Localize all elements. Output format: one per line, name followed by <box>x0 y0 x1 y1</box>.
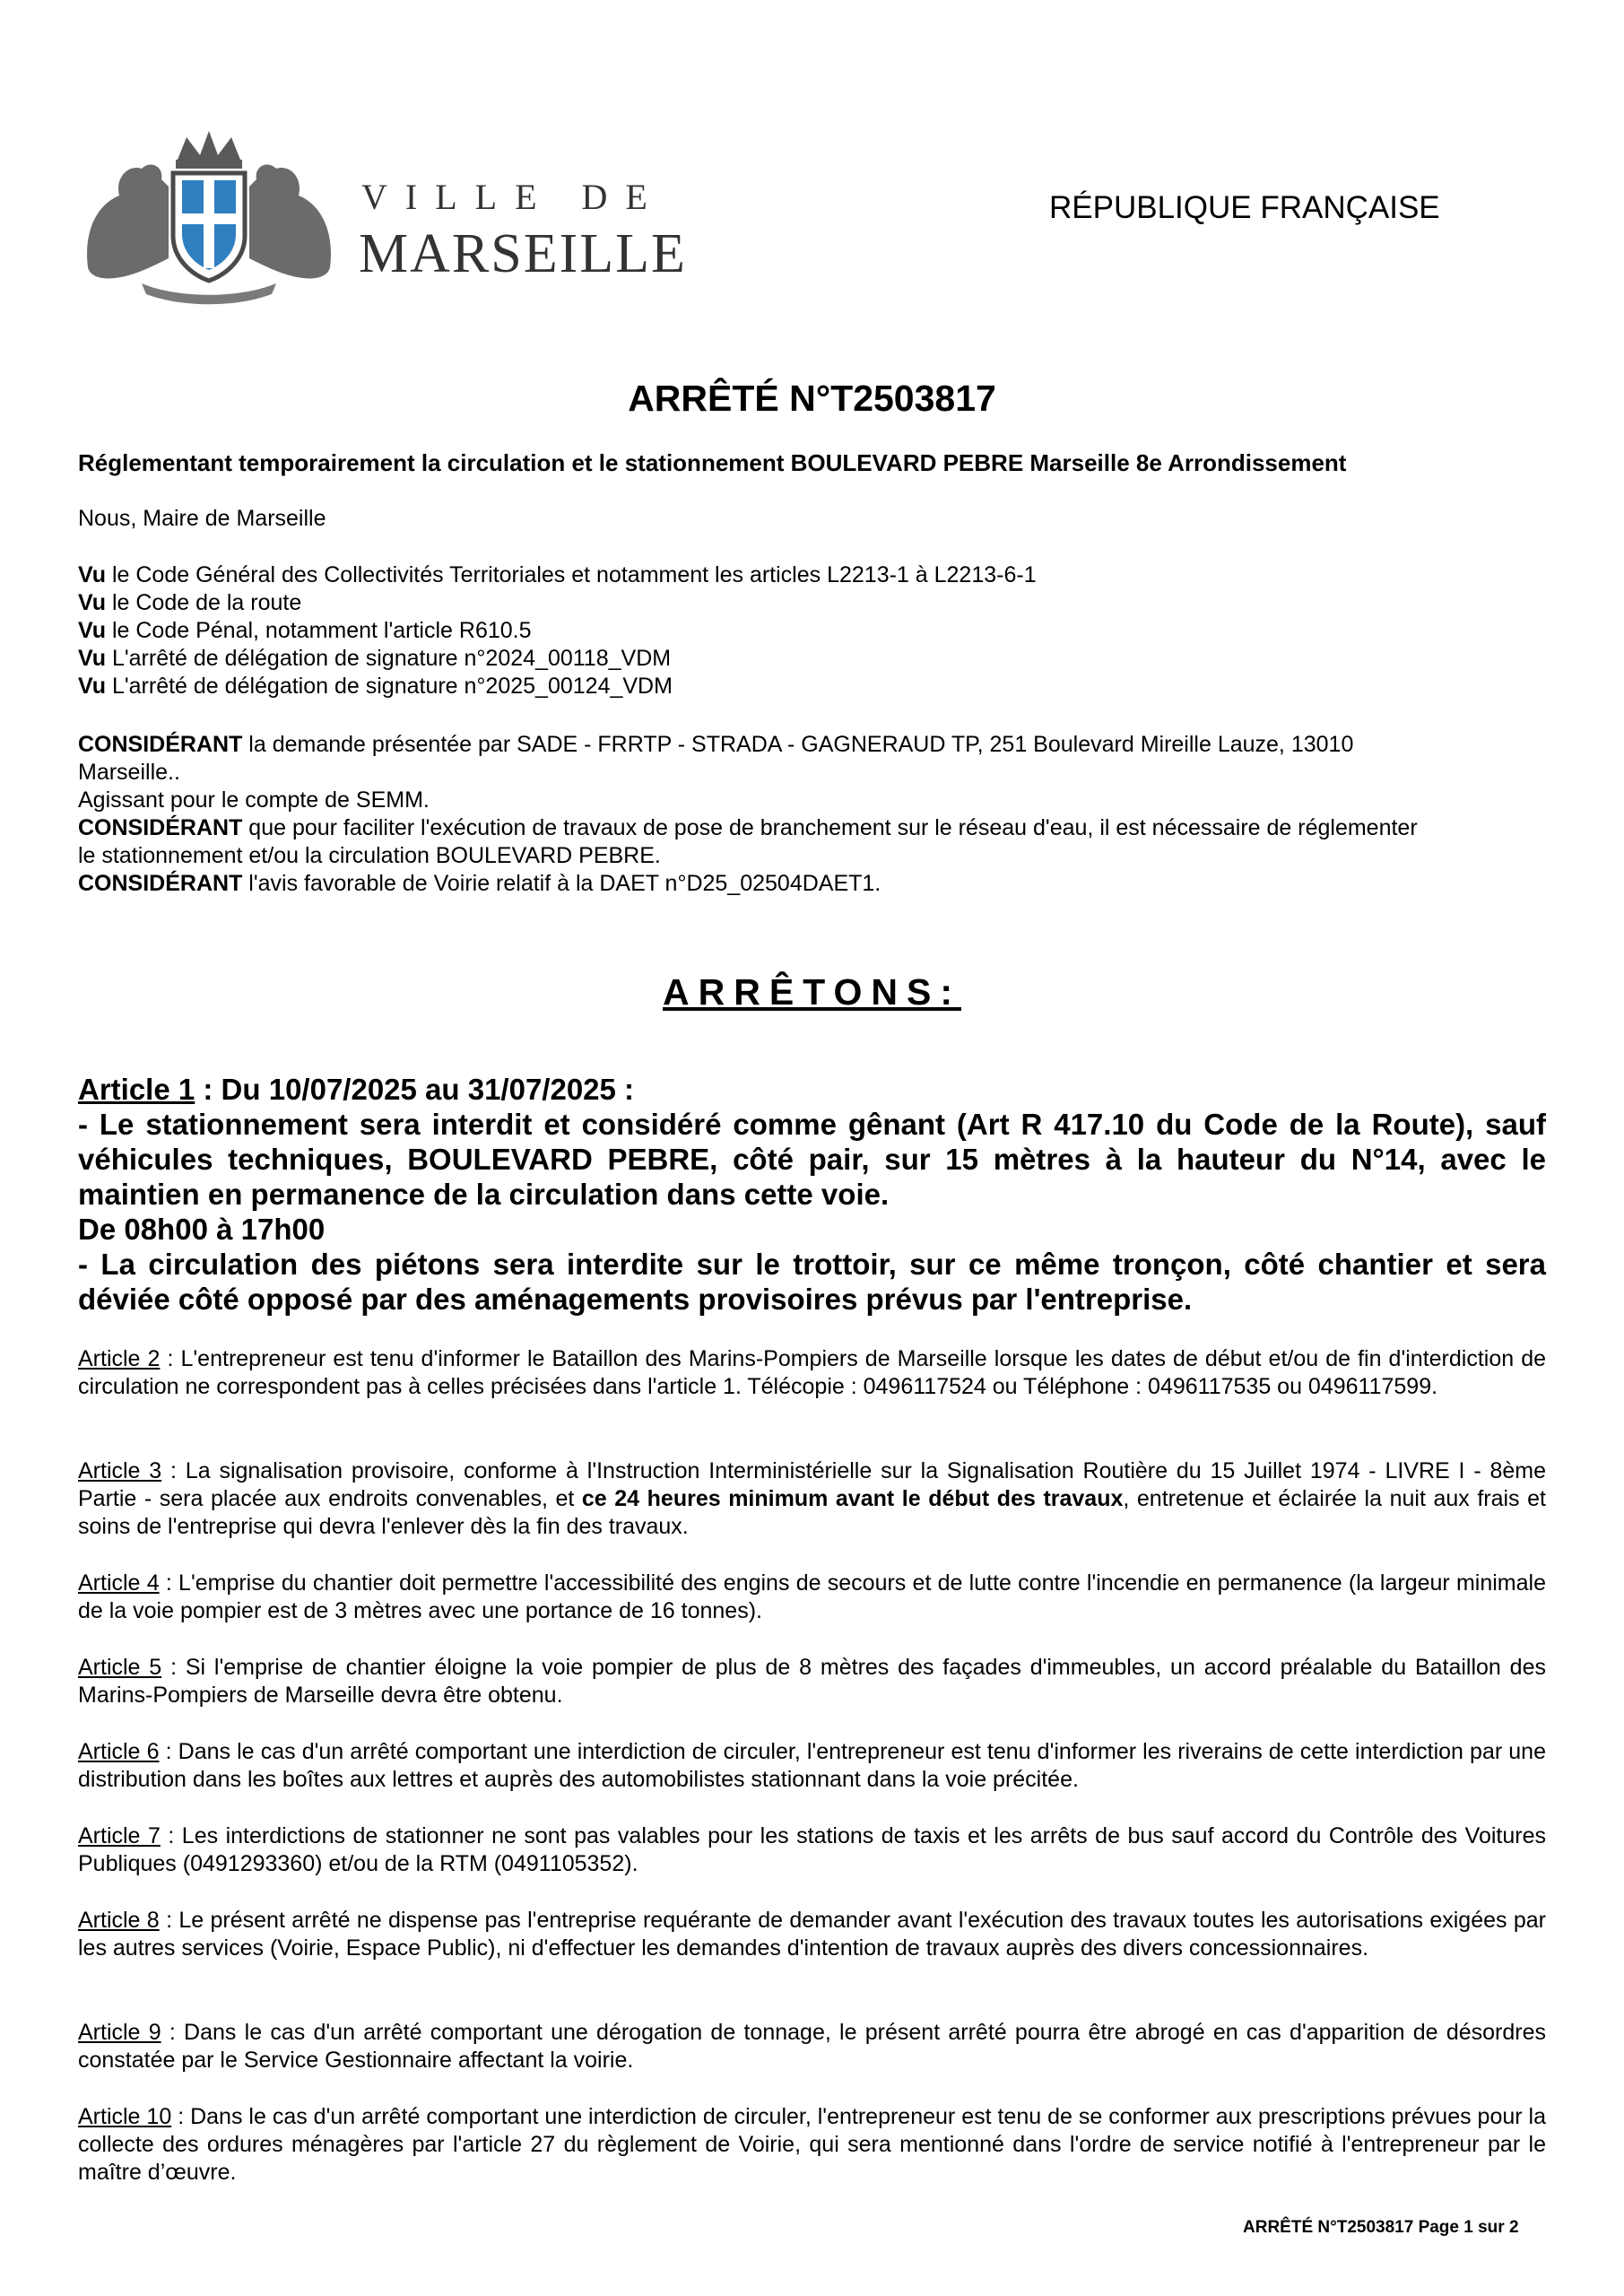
article-4: Article 4 : L'emprise du chantier doit permettre l'accessibilité des engins de secours et de lutte contre l'incendie en permanence (la largeur minimale de la voie pompier est de 3 mètres avec une portance de 16 tonnes). <box>78 1570 1546 1623</box>
intro-paragraph: Nous, Maire de Marseille <box>78 506 326 531</box>
vu-item: Vu le Code Général des Collectivités Territoriales et notamment les articles L2213-1 à L2213-6-1 <box>78 562 1037 587</box>
considerant-2-cont: le stationnement et/ou la circulation BOULEVARD PEBRE. <box>78 843 661 868</box>
article-5: Article 5 : Si l'emprise de chantier éloigne la voie pompier de plus de 8 mètres des façades d'immeubles, un accord préalable du Bataillon des Marins-Pompiers de Marseille devra être obtenu. <box>78 1655 1546 1708</box>
page-title: ARRÊTÉ N°T2503817 <box>628 378 996 419</box>
article-3: Article 3 : La signalisation provisoire, conforme à l'Instruction Interministérielle sur la Signalisation Routière du 15 Juillet 1974 - LIVRE I - 8ème Partie - sera placée aux endroits convenables, et ce 24 heures minimum avant le début des travaux, entretenue et éclairée la nuit aux frais et soins de l'entreprise qui devra l'enlever dès la fin des travaux. <box>78 1458 1547 1539</box>
page-footer: ARRÊTÉ N°T2503817 Page 1 sur 2 <box>1243 2218 1519 2237</box>
document-subtitle: Réglementant temporairement la circulation et le stationnement BOULEVARD PEBRE Marseille 8e Arrondissement <box>78 449 1347 476</box>
article-10: Article 10 : Dans le cas d'un arrêté comportant une interdiction de circuler, l'entrepreneur est tenu de se conformer aux prescriptions prévues pour la collecte des ordures ménagères par l'article 27 du règlement de Voirie, qui sera mentionné dans l'ordre de service notifié à l'entrepreneur par le maître d’œuvre. <box>78 2104 1546 2185</box>
vu-item: Vu le Code de la route <box>78 590 302 615</box>
article-1-parking: - Le stationnement sera interdit et considéré comme gênant (Art R 417.10 du Code de la Route), sauf véhicules techniques, BOULEVARD PEBRE, côté pair, sur 15 mètres à la hauteur du N°14, avec le maintien en permanence de la circulation dans cette voie. <box>78 1108 1546 1211</box>
arretons-heading: ARRÊTONS: <box>663 971 961 1013</box>
considerant-1: CONSIDÉRANT la demande présentée par SADE - FRRTP - STRADA - GAGNERAUD TP, 251 Boulevard Mireille Lauze, 13010 <box>78 732 1354 757</box>
ville-de-marseille-logo <box>79 124 687 308</box>
agissant-line: Agissant pour le compte de SEMM. <box>78 787 430 813</box>
article-1-pedestrians: - La circulation des piétons sera interdite sur le trottoir, sur ce même tronçon, côté chantier et sera déviée côté opposé par des aménagements provisoires prévus par l'entreprise. <box>78 1248 1546 1316</box>
article-1 <box>78 1072 1546 1317</box>
article-9: Article 9 : Dans le cas d'un arrêté comportant une dérogation de tonnage, le présent arrêté pourra être abrogé en cas d'apparition de désordres constatée par le Service Gestionnaire affectant la voirie. <box>78 2020 1546 2073</box>
vu-item: Vu L'arrêté de délégation de signature n°2025_00124_VDM <box>78 674 673 699</box>
vu-list <box>78 561 1546 700</box>
article-2: Article 2 : L'entrepreneur est tenu d'informer le Bataillon des Marins-Pompiers de Marseille lorsque les dates de début et/ou de fin d'interdiction de circulation ne correspondent pas à celles précisées dans l'article 1. Télécopie : 0496117524 ou Téléphone : 0496117535 ou 0496117599. <box>78 1346 1547 1399</box>
logo-line-2: MARSEILLE <box>359 223 687 284</box>
logo-line-1: VILLE DE <box>361 177 665 217</box>
article-1-hours: De 08h00 à 17h00 <box>78 1213 326 1246</box>
article-6: Article 6 : Dans le cas d'un arrêté comportant une interdiction de circuler, l'entrepreneur est tenu d'informer les riverains de cette interdiction par une distribution dans les boîtes aux lettres et auprès des automobilistes stationnant dans la voie précitée. <box>78 1739 1546 1792</box>
article-1-heading: Article 1 : Du 10/07/2025 au 31/07/2025 : <box>78 1073 635 1106</box>
coat-of-arms-icon <box>87 131 331 304</box>
vu-item: Vu L'arrêté de délégation de signature n°2024_00118_VDM <box>78 646 672 671</box>
considerant-3: CONSIDÉRANT l'avis favorable de Voirie relatif à la DAET n°D25_02504DAET1. <box>78 871 881 896</box>
considerant-1-cont: Marseille.. <box>78 760 180 785</box>
vu-item: Vu le Code Pénal, notamment l'article R610.5 <box>78 618 532 643</box>
article-7: Article 7 : Les interdictions de stationner ne sont pas valables pour les stations de taxis et les arrêts de bus sauf accord du Contrôle des Voitures Publiques (0491293360) et/ou de la RTM (0491105352). <box>78 1823 1546 1876</box>
article-8: Article 8 : Le présent arrêté ne dispense pas l'entreprise requérante de demander avant l'exécution des travaux toutes les autorisations exigées par les autres services (Voirie, Espace Public), ni d'effectuer les demandes d'intention de travaux auprès des divers concessionnaires. <box>78 1908 1546 1961</box>
considerant-2: CONSIDÉRANT que pour faciliter l'exécution de travaux de pose de branchement sur le réseau d'eau, il est nécessaire de réglementer <box>78 815 1418 840</box>
republique-francaise-label: RÉPUBLIQUE FRANÇAISE <box>1049 190 1440 225</box>
considerant-block <box>78 731 1546 898</box>
